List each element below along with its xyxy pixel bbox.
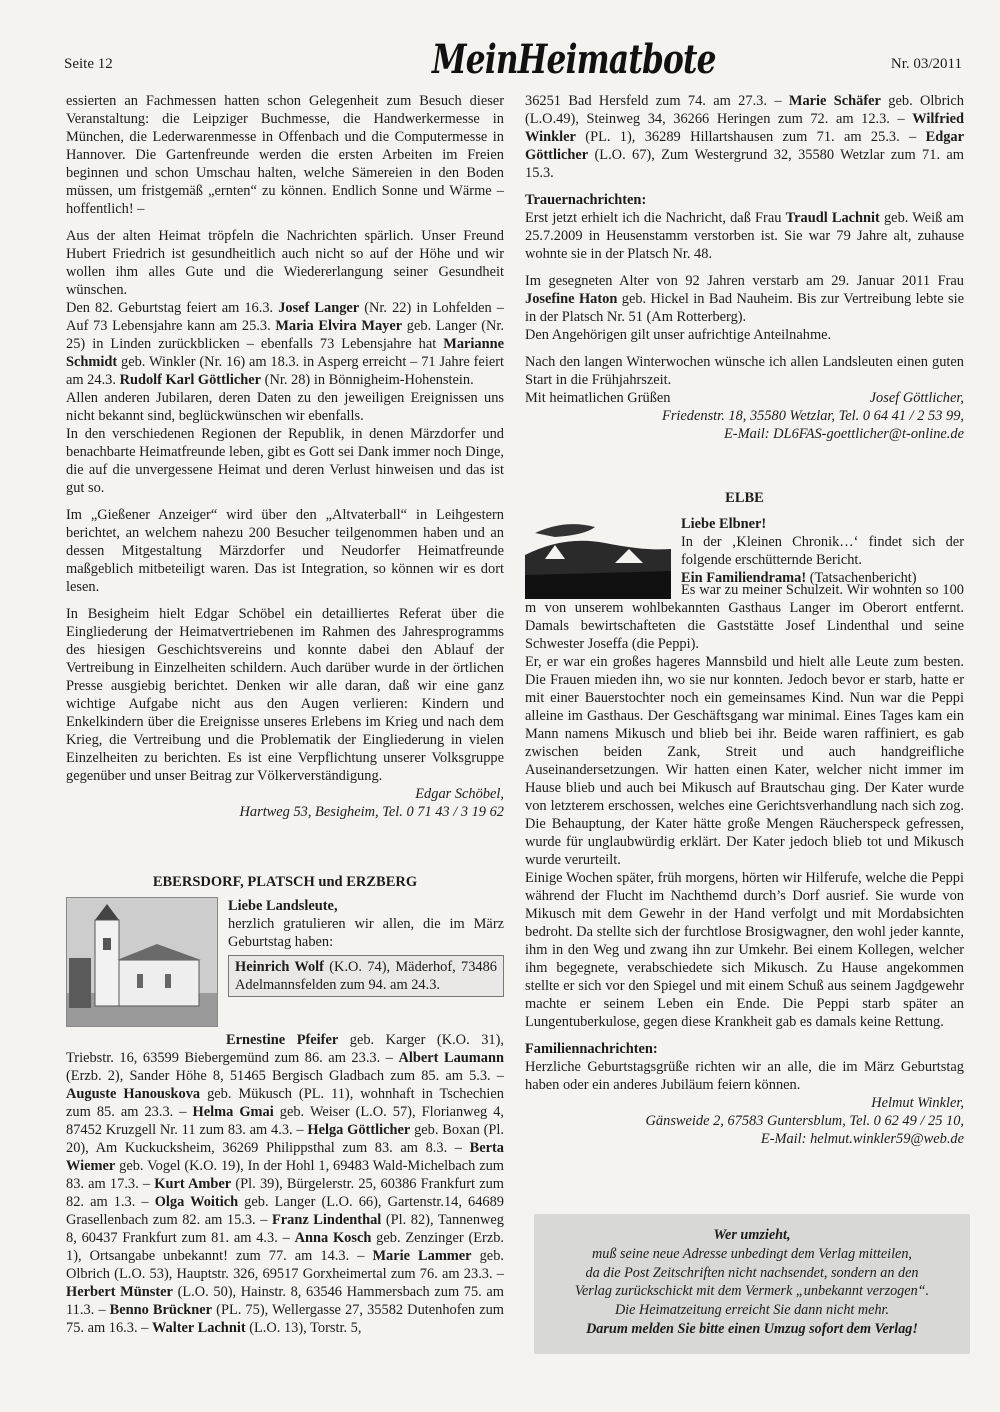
family-news-text: Herzliche Geburtstagsgrüße richten wir an alle, die im März Geburtstag haben oder ein anderes Jubiläum feiern können. [525, 1059, 964, 1093]
closing-greeting: Mit heimatlichen Grüßen [525, 390, 671, 406]
page-number: Seite 12 [64, 56, 113, 72]
obituary-1: Erst jetzt erhielt ich die Nachricht, daß Frau Traudl Lachnit geb. Weiß am 25.7.2009 in Heusenstamm verstorben ist. Sie war 79 Jahre alt, zuhause wohnte sie in der Platsch Nr. 48. [525, 210, 964, 262]
signature-name: Josef Göttlicher, [869, 390, 964, 406]
paragraph: Nach den langen Winterwochen wünsche ich allen Landsleuten einen guten Start in die Frühjahrszeit. [525, 354, 964, 388]
left-column [66, 92, 504, 1337]
signature-email: E-Mail: DL6FAS-goettlicher@t-online.de [724, 426, 964, 442]
story-paragraph: Einige Wochen später, früh morgens, hörten wir Hilferufe, welche die Peppi während der Flucht im Nachthemd durch’s Dorf ausrief. Sie wurde von Mikusch mit dem Gewehr in der Hand verfolgt und mit Mordabsichten bedroht. Da stellte sich der furchtlose Brosigwagner, den wohl jeder kannte, ihm in den Weg und zwang ihn zur Umkehr. Bei einem Kollegen, welcher ihm begegnete, verabschiedete sich Mikusch. Zu Hause angekommen stellte er sich vor den Spiegel und mit einem Schuß aus seinem Jagdgewehr machte er seinem Leben ein Ende. Die Peppi starb später an Lungentuberkulose, gegen diese Krankheit gab es damals keine Rettung. [525, 870, 964, 1030]
section-heading: ELBE [725, 490, 764, 506]
story-title: Ein Familiendrama! (Tatsachenbericht) [681, 570, 917, 586]
highlight-text: Heinrich Wolf (K.O. 74), Mäderhof, 73486 Adelmannsfelden zum 94. am 24.3. [235, 959, 497, 993]
elbe-greeting: Liebe Elbner! [681, 516, 767, 532]
highlight-box [228, 955, 504, 997]
story-paragraph: Er, er war ein großes hageres Mannsbild und hielt alle Leute zum besten. Die Frauen mieden ihn, wo sie nur konnten. Jedoch bevor er starb, hatte er mit einer Bauerstochter noch ein gemeinsames Kind. Nun war die Peppi alleine im Gasthaus. Der Geschäftsgang war minimal. Eines Tages kam ein Mann namens Mikusch und blieb bei ihr. Beide waren raffiniert, es gab zwischen beiden Zank, Streit und auch handgreifliche Auseinandersetzungen. Wir hatten einen Kater, welcher nicht immer im Hause blieb und auch bei Mikusch auf Brautschau ging. Der Kater wurde von letzterem erschossen, welches eine Gerichtsverhandlung nach sich zog. Die Behauptung, der Kater hätte große Mengen Räucherspeck gefressen, wurde für unglaubwürdig erklärt. Der Kater jedoch blieb tot und Mikusch wurde verurteilt. [525, 654, 964, 868]
signature-address: Friedenstr. 18, 35580 Wetzlar, Tel. 0 64 41 / 2 53 99, [662, 408, 964, 424]
landscape-illustration [525, 515, 671, 599]
greeting-block [228, 897, 504, 1027]
paragraph: In Besigheim hielt Edgar Schöbel ein detailliertes Referat über die Eingliederung der Heimatvertriebenen im Rahmen des Jahresprogramms des hiesigen Geschichtsvereins und konnte dabei den Ablauf der Vertreibung in Einzelheiten schildern. Auch darüber wurde in der örtlichen Presse ausgiebig berichtet. Denken wir alle daran, daß wir eine ganz wichtige Aufgabe nicht aus den Augen verlieren: Kindern und Enkelkindern über die Ereignisse unseres Erlebens im Krieg und nach dem Krieg, die Vertreibung und die Problematik der Eingliederung in vielen Einzelheiten zu berichten. Es ist eine Verpflichtung unserer Volksgruppe gegenüber und unser Beitrag zur Völkerverständigung. [66, 606, 504, 784]
paragraph: In den verschiedenen Regionen der Republik, in denen Märzdorfer und benachbarte Heimatfreunde leben, gibt es Gott sei Dank immer noch Dinge, die auf die unvergessene Heimat und deren Verlust hinweisen und das ist gut so. [66, 426, 504, 496]
birthday-continued: 36251 Bad Hersfeld zum 74. am 27.3. – Marie Schäfer geb. Olbrich (L.O.49), Steinweg 34, 36266 Heringen zum 72. am 12.3. – Wilfried Winkler (PL. 1), 36289 Hillartshausen zum 71. am 25.3. – Edgar Göttlicher (L.O. 67), Zum Westergrund 32, 35580 Wetzlar zum 71. am 15.3. [525, 93, 964, 181]
signoff-line [525, 389, 964, 407]
signature-address: Hartweg 53, Besigheim, Tel. 0 71 43 / 3 19 62 [239, 804, 504, 820]
notice-line: Verlag zurückschickt mit dem Vermerk „unbekannt verzogen“. [574, 1283, 930, 1300]
issue-number: Nr. 03/2011 [890, 56, 962, 72]
notice-line: muß seine neue Adresse unbedingt dem Verlag mitteilen, [592, 1245, 912, 1262]
section-heading: EBERSDORF, PLATSCH und ERZBERG [152, 874, 418, 890]
address-change-notice [534, 1214, 970, 1354]
story-paragraph: Es war zu meiner Schulzeit. Wir wohnten so 100 m von unserem wohlbekannten Gasthaus Langer im Oberort entfernt. Damals bewirtschafteten die Gaststätte Josef Lindenthal und seine Schwester Joseffa (die Peppi). [525, 582, 964, 652]
signature-name: Helmut Winkler, [871, 1095, 964, 1111]
birthday-paragraph: Den 82. Geburtstag feiert am 16.3. Josef Langer (Nr. 22) in Lohfelden – Auf 73 Lebensjahre kann am 25.3. Maria Elvira Mayer geb. Langer (Nr. 25) in Linden zurückblicken – ebenfalls 73 Lebensjahre hat Marianne Schmidt geb. Winkler (Nr. 16) am 18.3. in Asperg erreicht – 71 Jahre feiert am 24.3. Rudolf Karl Göttlicher (Nr. 28) in Bönnigheim-Hohenstein. [66, 300, 504, 388]
family-news-heading: Familiennachrichten: [525, 1041, 658, 1057]
notice-title: Wer umzieht, [713, 1227, 791, 1243]
elbe-intro-paragraph: In der ‚Kleinen Chronik…‘ findet sich der folgende erschütternde Bericht. [681, 534, 964, 568]
notice-line: Die Heimatzeitung erreicht Sie dann nicht mehr. [614, 1302, 890, 1319]
masthead-logo: MeinHeimatbote [432, 36, 716, 83]
notice-callout: Darum melden Sie bitte einen Umzug sofort dem Verlag! [586, 1320, 918, 1337]
paragraph: Allen anderen Jubilaren, deren Daten zu den jeweiligen Ereignissen uns nicht bekannt sind, beglückwünschen wir ebenfalls. [66, 390, 504, 424]
signature-address: Gänsweide 2, 67583 Guntersblum, Tel. 0 62 49 / 25 10, [645, 1113, 964, 1129]
paragraph: Aus der alten Heimat tröpfeln die Nachrichten spärlich. Unser Freund Hubert Friedrich ist gesundheitlich auch nicht so auf der Höhe und wir wollen ihm alles Gute und die Wiedererlangung seiner Gesundheit wünschen. [66, 228, 504, 298]
paragraph: Im „Gießener Anzeiger“ wird über den „Altvaterball“ in Leihgestern berichtet, an welchem nahezu 200 Besucher teilgenommen haben und an dessen Mitgestaltung Märzdorfer und Neudorfer Heimatfreunde maßgeblich mitbeteiligt waren. Das ist Integration, so können wir es dort lesen. [66, 507, 504, 595]
signature-name: Edgar Schöbel, [415, 786, 504, 802]
right-column [525, 92, 964, 1148]
church-section [66, 897, 504, 1027]
obituary-heading: Trauernachrichten: [525, 192, 647, 208]
paragraph: essierten an Fachmessen hatten schon Gelegenheit zum Besuch dieser Veranstaltung: die Leipziger Buchmesse, die Handwerkermesse in München, die Lederwarenmesse in Offenbach und die Computermesse in Hannover. Die Gartenfreunde werden die ersten Arbeiten im Freien beginnen und schon Umschau halten, welche Sämereien in den Boden müssen, um fristgemäß „ernten“ zu können. Endlich Sonne und Wärme – hoffentlich! – [66, 93, 504, 217]
birthday-list: Ernestine Pfeifer geb. Karger (K.O. 31), Triebstr. 16, 63599 Biebergemünd zum 86. am 23.3. – Albert Laumann (Erzb. 2), Sander Höhe 8, 51465 Bergisch Gladbach zum 85. am 5.3. – Auguste Hanouskova geb. Mükusch (PL. 11), wohnhaft in Tschechien zum 85. am 23.3. – Helma Gmai geb. Weiser (L.O. 57), Florianweg 4, 87452 Kruzgell Nr. 11 zum 83. am 4.3. – Helga Göttlicher geb. Boxan (Pl. 20), Am Kuckucksheim, 36269 Philippsthal zum 83. am 8.3. – Berta Wiemer geb. Vogel (K.O. 19), In der Hohl 1, 69483 Wald-Michelbach zum 83. am 17.3. – Kurt Amber (Pl. 39), Bürgelerstr. 25, 60386 Frankfurt zum 82. am 1.3. – Olga Woitich geb. Langer (L.O. 66), Gartenstr.14, 64689 Grasellenbach zum 82. am 15.3. – Franz Lindenthal (Pl. 82), Tannenweg 8, 60437 Frankfurt zum 81. am 4.3. – Anna Kosch geb. Zenzinger (Erzb. 1), Ortsangabe unbekannt! zum 77. am 14.3. – Marie Lammer geb. Olbrich (L.O. 53), Hauptstr. 326, 69517 Gorxheimertal zum 76. am 23.3. – Herbert Münster (L.O. 50), Hainstr. 8, 63546 Hammersbach zum 75. am 11.3. – Benno Brückner (PL. 75), Wellergasse 27, 35582 Dutenhofen zum 75. am 16.3. – Walter Lachnit (L.O. 13), Torstr. 5, [66, 1032, 505, 1336]
greeting: Liebe Landsleute, [228, 898, 338, 914]
intro-text: herzlich gratulieren wir allen, die im März Geburtstag haben: [228, 916, 504, 950]
church-photo [66, 897, 218, 1027]
obituary-2: Im gesegneten Alter von 92 Jahren verstarb am 29. Januar 2011 Frau Josefine Haton geb. Hickel in Bad Nauheim. Bis zur Vertreibung lebte sie in der Platsch Nr. 51 (Am Rotterberg). [525, 273, 964, 325]
condolence: Den Angehörigen gilt unser aufrichtige Anteilnahme. [525, 327, 832, 343]
signature-email: E-Mail: helmut.winkler59@web.de [760, 1131, 964, 1147]
notice-line: da die Post Zeitschriften nicht nachsendet, sondern an den [585, 1264, 919, 1281]
